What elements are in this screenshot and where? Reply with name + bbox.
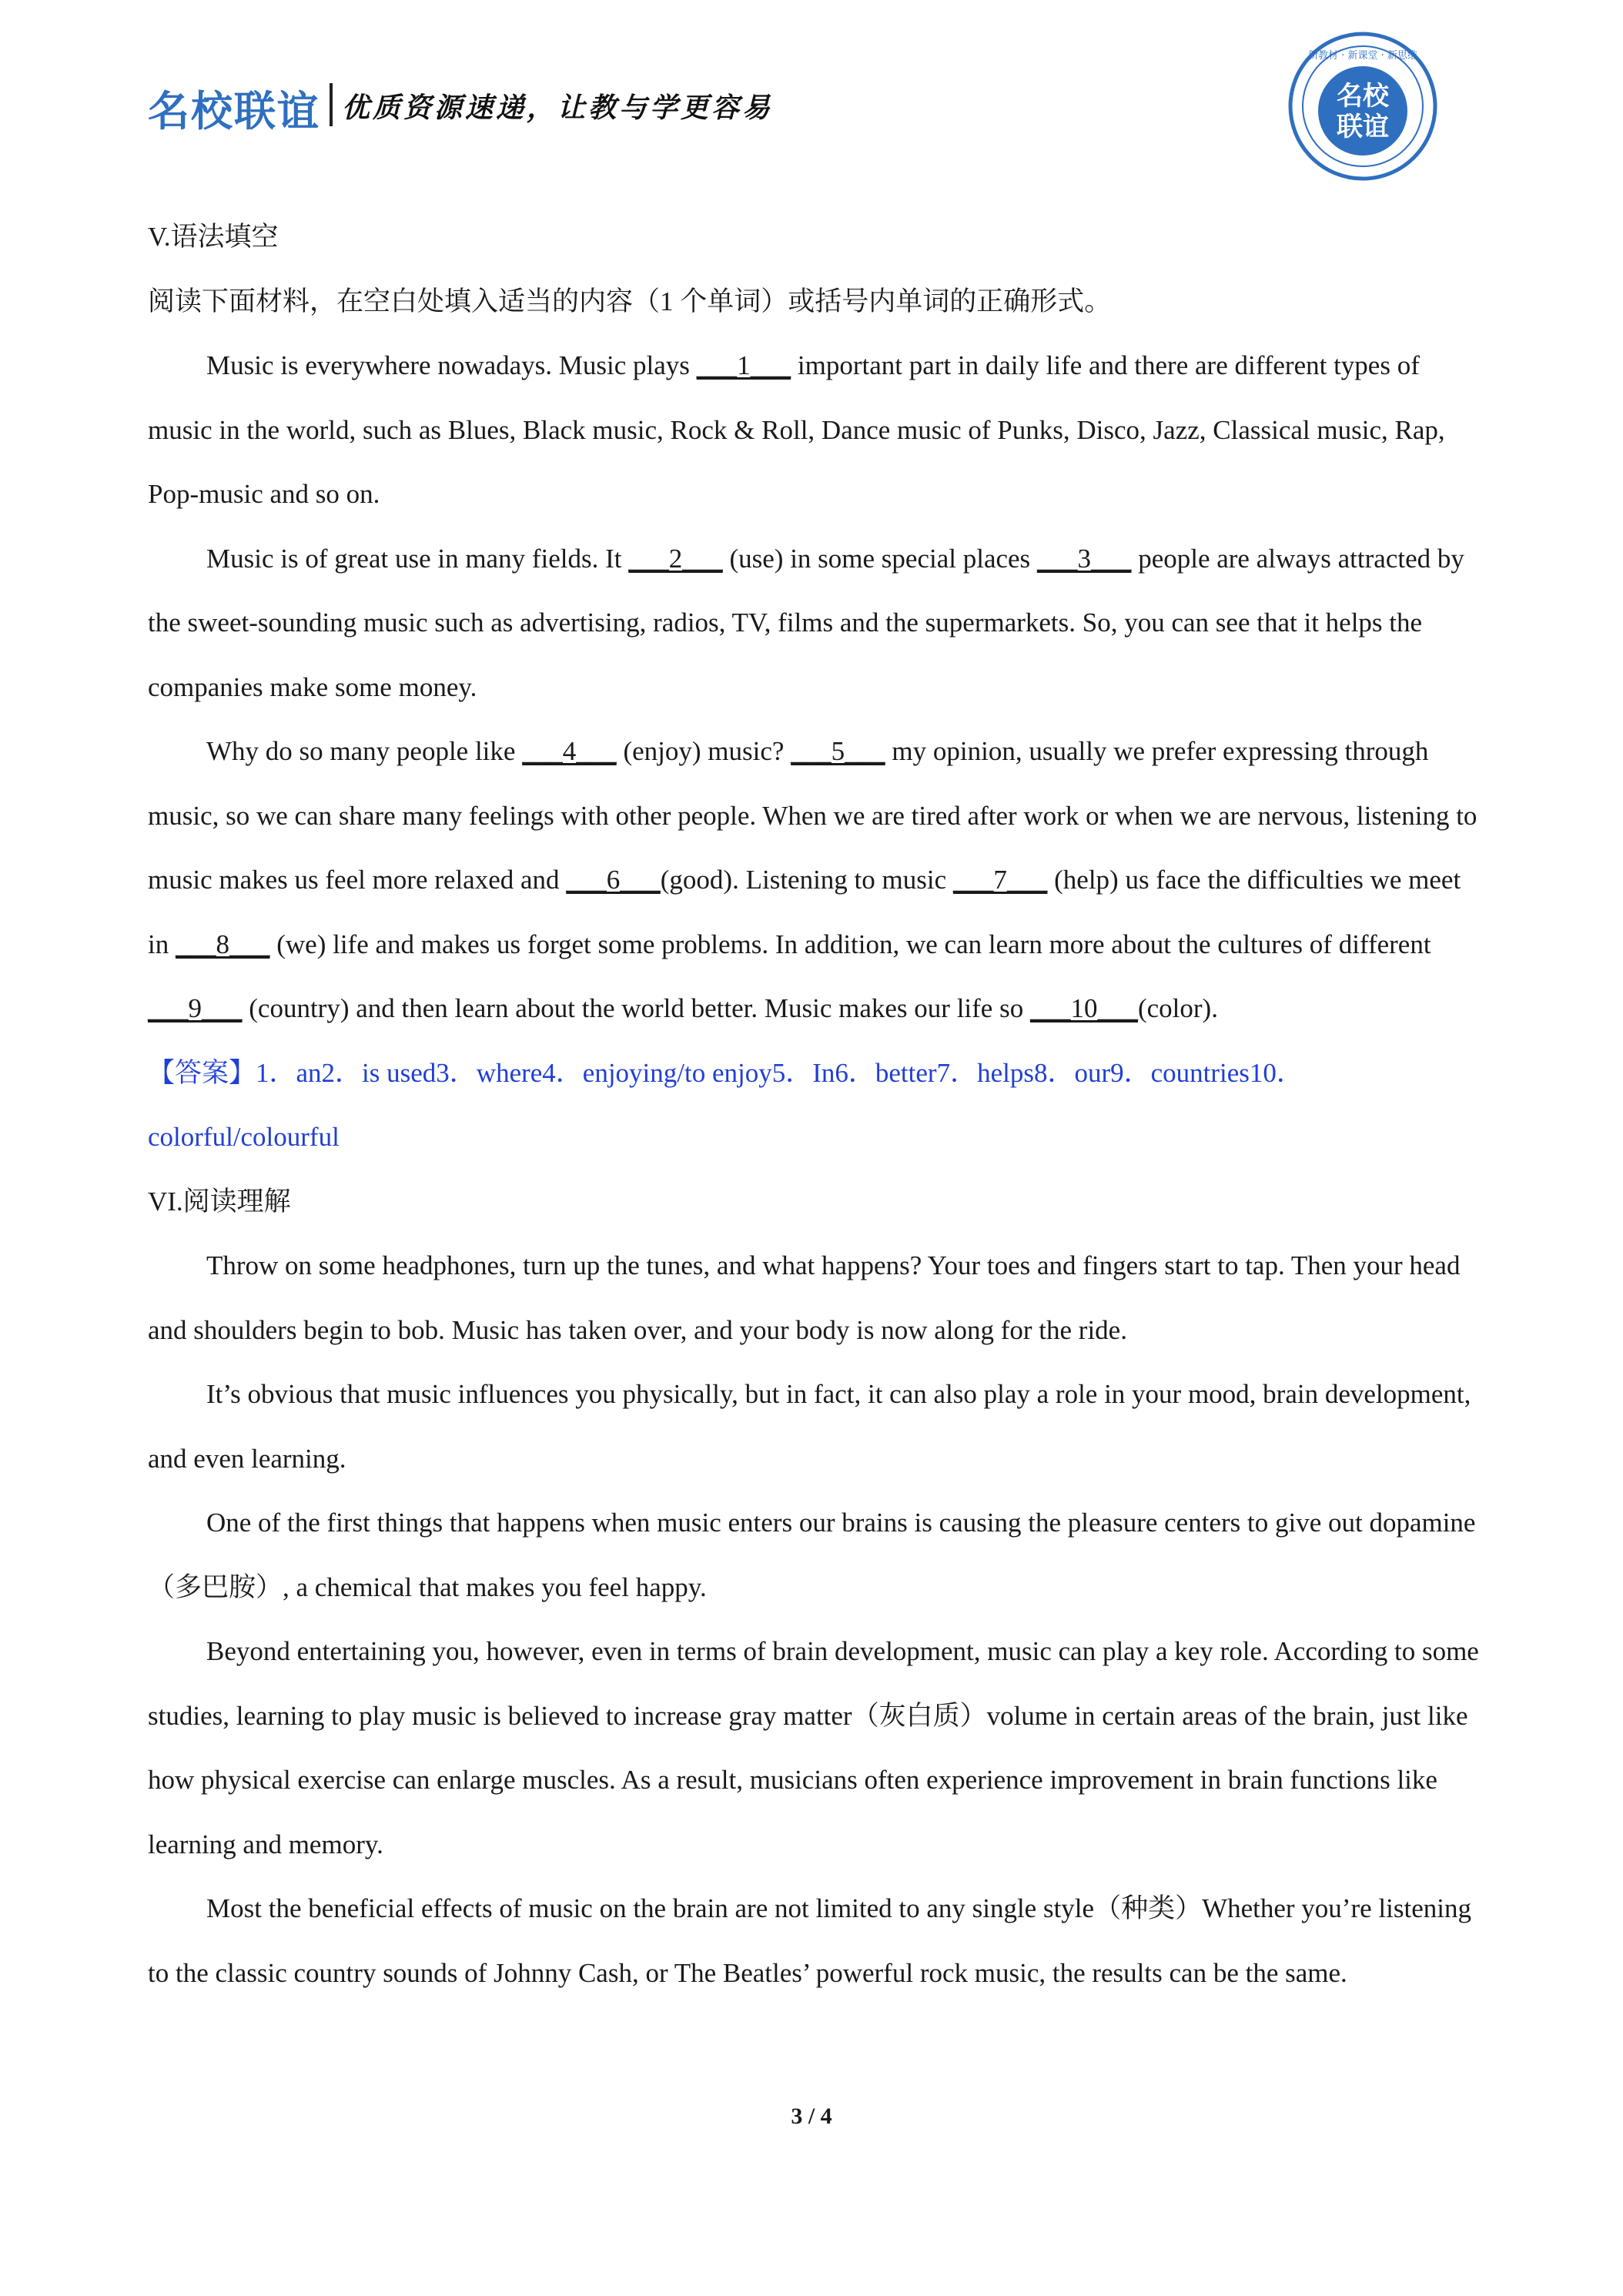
school-seal-logo xyxy=(1287,31,1438,182)
document-body xyxy=(148,205,1487,2005)
reading-paragraph-5: Most the beneficial effects of music on the brain are not limited to any single style（种类）Whether you’re listening to the classic country sounds of Johnny Cash, or The Beatles’ powerful rock music, the results can be the same. xyxy=(148,1893,1471,1988)
grammar-paragraph-2: Music is of great use in many fields. It ___2___ (use) in some special places ___3___ people are always attracted by the sweet-sounding music such as advertising, radios, TV, films and the supermarkets. So, you can see that it helps the companies make some money. xyxy=(148,543,1464,702)
page-number: 3 / 4 xyxy=(791,2104,832,2129)
blank-2[interactable]: ___2___ xyxy=(628,543,723,574)
brand-logo-text: 名校联谊 xyxy=(148,87,320,136)
header-divider xyxy=(330,83,333,126)
answer-values: 1．an2．is used3．where4．enjoying/to enjoy5．In6．better7．helps8．our9．countries10．colorful/colourful xyxy=(148,1057,1303,1152)
section-title-grammar: V.语法填空 xyxy=(148,222,279,252)
blank-10[interactable]: ___10___ xyxy=(1029,993,1138,1023)
blank-8[interactable]: ___8___ xyxy=(175,929,270,959)
blank-5[interactable]: ___5___ xyxy=(791,736,885,766)
reading-paragraph-2: It’s obvious that music influences you physically, but in fact, it can also play a role in your mood, brain development, and even learning. xyxy=(148,1379,1471,1474)
blank-4[interactable]: ___4___ xyxy=(522,736,617,766)
answer-line xyxy=(148,1041,1487,1170)
header-slogan: 优质资源速递，让教与学更容易 xyxy=(342,92,774,124)
reading-paragraph-4: Beyond entertaining you, however, even in terms of brain development, music can play a key role. According to some studies, learning to play music is believed to increase gray matter（灰白质）volume in certain areas of the brain, just like how physical exercise can enlarge muscles. As a result, musicians often experience improvement in brain functions like learning and memory. xyxy=(148,1636,1479,1859)
answer-key-label: 【答案】 xyxy=(148,1057,256,1088)
blank-3[interactable]: ___3___ xyxy=(1036,543,1132,574)
page-header xyxy=(0,0,1623,185)
svg-text:名校: 名校 xyxy=(1337,81,1389,112)
blank-1[interactable]: ___1___ xyxy=(696,350,791,380)
blank-6[interactable]: ___6___ xyxy=(566,865,661,895)
section-title-reading: VI.阅读理解 xyxy=(148,1186,291,1217)
svg-text:联谊: 联谊 xyxy=(1337,112,1389,142)
reading-paragraph-3: One of the first things that happens when music enters our brains is causing the pleasure centers to give out dopamine（多巴胺）, a chemical that makes you feel happy. xyxy=(148,1508,1476,1602)
svg-text:新教材 · 新课堂 · 新思维: 新教材 · 新课堂 · 新思维 xyxy=(1308,50,1417,62)
blank-7[interactable]: ___7___ xyxy=(952,865,1048,895)
reading-paragraph-1: Throw on some headphones, turn up the tunes, and what happens? Your toes and fingers start to tap. Then your head and shoulders begin to bob. Music has taken over, and your body is now along for the ride. xyxy=(148,1250,1461,1345)
grammar-paragraph-1: Music is everywhere nowadays. Music plays ___1___ important part in daily life and there are different types of music in the world, such as Blues, Black music, Rock & Roll, Dance music of Punks, Disco, Jazz, Classical music, Rap, Pop-music and so on. xyxy=(148,350,1445,509)
blank-9[interactable]: ___9___ xyxy=(148,993,243,1023)
grammar-paragraph-3: Why do so many people like ___4___ (enjoy) music? ___5___ my opinion, usually we prefer expressing through music, so we can share many feelings with other people. When we are tired after work or when we are nervous, listening to music makes us feel more relaxed and ___6___(good). Listening to music ___7___ (help) us face the difficulties we meet in ___8___ (we) life and makes us forget some problems. In addition, we can learn more about the cultures of different ___9___ (country) and then learn about the world better. Music makes our life so ___10___(color). xyxy=(148,736,1477,1023)
section-instruction: 阅读下面材料，在空白处填入适当的内容（1 个单词）或括号内单词的正确形式。 xyxy=(148,286,1112,316)
